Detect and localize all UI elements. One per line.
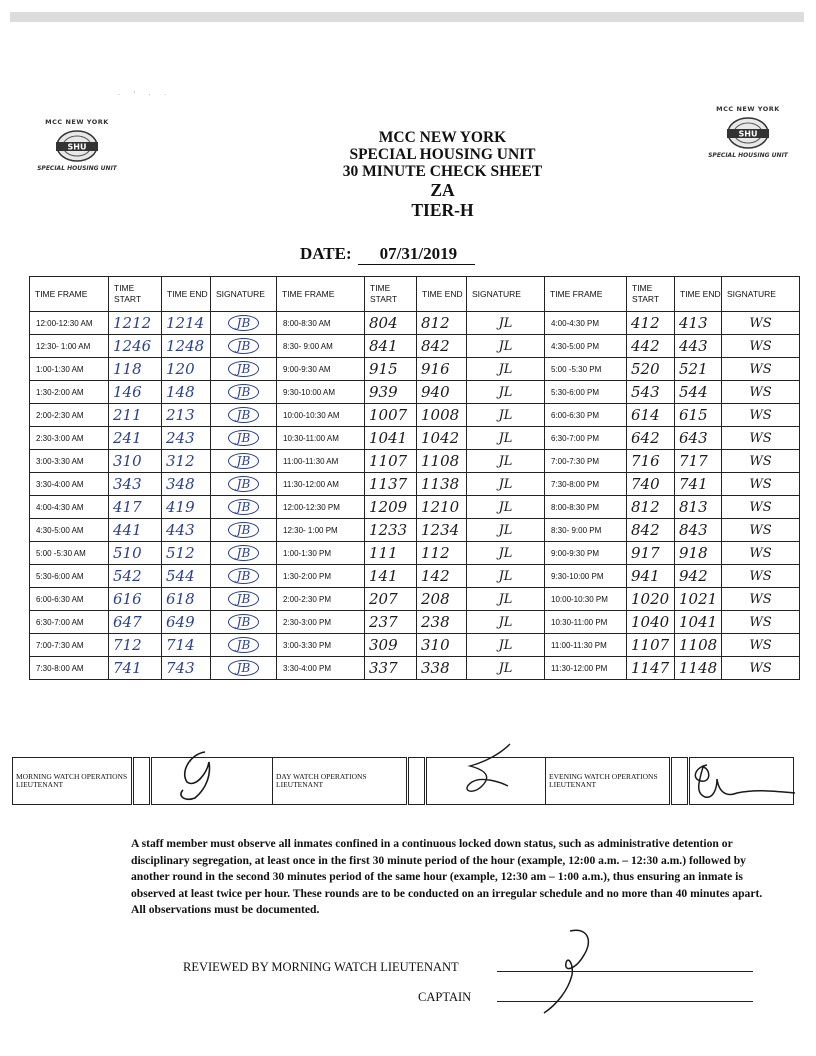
signature-cell: WS (722, 312, 800, 335)
header-signature: SIGNATURE (211, 277, 277, 312)
heading-subtitle-1: SPECIAL HOUSING UNIT (349, 146, 536, 163)
time-start-cell: 616 (109, 588, 162, 611)
signature-initials: JB (228, 338, 260, 354)
reviewer-signature-icon (530, 925, 610, 1015)
time-frame-cell: 11:00-11:30 AM (277, 450, 365, 473)
time-start-cell: 241 (109, 427, 162, 450)
lieutenant-signature-table (12, 757, 794, 805)
emblem-text: SHU (738, 129, 758, 139)
time-frame-cell: 7:00-7:30 PM (545, 450, 627, 473)
time-frame-cell: 3:30-4:00 PM (277, 657, 365, 680)
time-start-cell: 111 (365, 542, 417, 565)
time-end-cell: 1008 (417, 404, 467, 427)
time-frame-cell: 4:30-5:00 PM (545, 335, 627, 358)
signature-cell (211, 634, 277, 657)
table-row (30, 634, 800, 657)
captain-label: CAPTAIN (418, 990, 472, 1004)
signature-cell: WS (722, 473, 800, 496)
logo-bottom-text: SPECIAL HOUSING UNIT (37, 165, 117, 172)
time-start-cell: 442 (627, 335, 675, 358)
header-time-frame: TIME FRAME (545, 277, 627, 312)
signature-cell (211, 519, 277, 542)
signature-cell (211, 496, 277, 519)
table-row (30, 404, 800, 427)
time-end-cell: 916 (417, 358, 467, 381)
header-time-end: TIME END (162, 277, 211, 312)
heading-subtitle-2: 30 MINUTE CHECK SHEET (342, 163, 543, 180)
header-time-start: TIME START (109, 277, 162, 312)
sheet-heading (260, 129, 625, 220)
time-start-cell: 642 (627, 427, 675, 450)
time-end-cell: 310 (417, 634, 467, 657)
signature-initials: JB (228, 384, 260, 400)
time-start-cell: 207 (365, 588, 417, 611)
signature-cell: WS (722, 381, 800, 404)
time-start-cell: 842 (627, 519, 675, 542)
time-start-cell: 1209 (365, 496, 417, 519)
time-end-cell: 649 (162, 611, 211, 634)
signature-initials: JB (228, 637, 260, 653)
time-end-cell: 544 (162, 565, 211, 588)
signature-initials: JB (228, 315, 260, 331)
time-start-cell: 141 (365, 565, 417, 588)
time-end-cell: 942 (675, 565, 722, 588)
time-end-cell: 208 (417, 588, 467, 611)
signature-initials: JB (228, 407, 260, 423)
logo-top-text: MCC NEW YORK (716, 105, 780, 113)
time-start-cell: 337 (365, 657, 417, 680)
time-end-cell: 813 (675, 496, 722, 519)
signature-cell: JL (467, 335, 545, 358)
time-frame-cell: 12:30- 1:00 AM (30, 335, 109, 358)
time-end-cell: 213 (162, 404, 211, 427)
observation-policy-notice: A staff member must observe all inmates confined in a continuous locked down status, such as administrative detention or disciplinary segregation, at least once in the first 30 minute period of the hour (example, 12:00 a.m. – 12:30 a.m.) followed by another round in the second 30 minutes period of the same hour (example, 12:30 am – 1:00 a.m.), thus ensuring an inmate is observed at least twice per hour. These rounds are to be conducted on an irregular schedule and no more than 40 minutes apart. All observations must be documented. (131, 837, 763, 916)
signature-scribble-icon (677, 759, 807, 804)
time-end-cell: 1041 (675, 611, 722, 634)
time-start-cell: 1246 (109, 335, 162, 358)
time-end-cell: 142 (417, 565, 467, 588)
time-end-cell: 1214 (162, 312, 211, 335)
time-end-cell: 312 (162, 450, 211, 473)
time-end-cell: 1138 (417, 473, 467, 496)
signature-cell (211, 358, 277, 381)
time-end-cell: 112 (417, 542, 467, 565)
time-end-cell: 1042 (417, 427, 467, 450)
time-end-cell: 940 (417, 381, 467, 404)
signature-cell: JL (467, 519, 545, 542)
table-row (30, 450, 800, 473)
time-frame-cell: 3:30-4:00 AM (30, 473, 109, 496)
time-frame-cell: 4:30-5:00 AM (30, 519, 109, 542)
signature-cell: WS (722, 335, 800, 358)
shu-emblem-icon (724, 116, 772, 150)
header-signature: SIGNATURE (467, 277, 545, 312)
time-frame-cell: 5:30-6:00 AM (30, 565, 109, 588)
signature-cell: WS (722, 496, 800, 519)
time-end-cell: 615 (675, 404, 722, 427)
signature-cell (211, 404, 277, 427)
time-frame-cell: 4:00-4:30 PM (545, 312, 627, 335)
time-frame-cell: 10:30-11:00 AM (277, 427, 365, 450)
morning-lieutenant-label: MORNING WATCH OPERATIONS LIEUTENANT (13, 758, 133, 805)
time-start-cell: 1212 (109, 312, 162, 335)
time-end-cell: 812 (417, 312, 467, 335)
time-start-cell: 520 (627, 358, 675, 381)
time-frame-cell: 10:30-11:00 PM (545, 611, 627, 634)
signature-cell: JL (467, 588, 545, 611)
time-start-cell: 118 (109, 358, 162, 381)
signature-cell (211, 611, 277, 634)
time-end-cell: 243 (162, 427, 211, 450)
header-time-end: TIME END (675, 277, 722, 312)
time-start-cell: 939 (365, 381, 417, 404)
time-start-cell: 510 (109, 542, 162, 565)
signature-cell: JL (467, 542, 545, 565)
time-frame-cell: 5:00 -5:30 PM (545, 358, 627, 381)
time-start-cell: 417 (109, 496, 162, 519)
time-end-cell: 741 (675, 473, 722, 496)
time-frame-cell: 8:00-8:30 AM (277, 312, 365, 335)
table-row (30, 611, 800, 634)
signature-cell (211, 312, 277, 335)
signature-cell: WS (722, 404, 800, 427)
time-end-cell: 238 (417, 611, 467, 634)
time-start-cell: 441 (109, 519, 162, 542)
signature-cell: WS (722, 634, 800, 657)
time-start-cell: 1020 (627, 588, 675, 611)
table-row (30, 427, 800, 450)
signature-cell: JL (467, 450, 545, 473)
time-frame-cell: 10:00-10:30 PM (545, 588, 627, 611)
signature-cell: JL (467, 565, 545, 588)
time-end-cell: 443 (162, 519, 211, 542)
table-row (30, 542, 800, 565)
time-start-cell: 1107 (365, 450, 417, 473)
signature-cell: JL (467, 657, 545, 680)
signature-cell: WS (722, 657, 800, 680)
time-frame-cell: 8:30- 9:00 PM (545, 519, 627, 542)
emblem-text: SHU (67, 142, 87, 152)
signature-cell: JL (467, 381, 545, 404)
signature-cell (211, 473, 277, 496)
date-label: DATE: (300, 244, 352, 263)
time-frame-cell: 7:30-8:00 AM (30, 657, 109, 680)
table-row (30, 381, 800, 404)
time-start-cell: 543 (627, 381, 675, 404)
signature-initials: JB (228, 430, 260, 446)
time-frame-cell: 1:30-2:00 PM (277, 565, 365, 588)
logo-top-text: MCC NEW YORK (45, 118, 109, 126)
time-start-cell: 1107 (627, 634, 675, 657)
time-end-cell: 512 (162, 542, 211, 565)
table-row (30, 496, 800, 519)
time-start-cell: 647 (109, 611, 162, 634)
shu-logo-left (32, 118, 122, 172)
time-end-cell: 918 (675, 542, 722, 565)
time-frame-cell: 6:00-6:30 PM (545, 404, 627, 427)
time-end-cell: 1234 (417, 519, 467, 542)
time-frame-cell: 9:00-9:30 AM (277, 358, 365, 381)
time-frame-cell: 9:00-9:30 PM (545, 542, 627, 565)
signature-initials: JB (228, 545, 260, 561)
signature-cell: WS (722, 427, 800, 450)
time-frame-cell: 2:30-3:00 PM (277, 611, 365, 634)
signature-scribble-icon (430, 740, 545, 800)
time-end-cell: 618 (162, 588, 211, 611)
signature-cell (211, 335, 277, 358)
heading-unit: ZA (430, 180, 455, 200)
signature-cell (211, 427, 277, 450)
signature-cell (211, 657, 277, 680)
signature-cell (211, 588, 277, 611)
time-frame-cell: 4:00-4:30 AM (30, 496, 109, 519)
time-end-cell: 1108 (417, 450, 467, 473)
signature-cell: WS (722, 450, 800, 473)
signature-initials: JB (228, 361, 260, 377)
signature-initials: JB (228, 453, 260, 469)
time-start-cell: 804 (365, 312, 417, 335)
time-end-cell: 1248 (162, 335, 211, 358)
signature-cell (211, 542, 277, 565)
time-end-cell: 1148 (675, 657, 722, 680)
time-frame-cell: 11:30-12:00 AM (277, 473, 365, 496)
time-end-cell: 413 (675, 312, 722, 335)
time-end-cell: 643 (675, 427, 722, 450)
time-end-cell: 521 (675, 358, 722, 381)
day-divider (408, 758, 426, 805)
time-frame-cell: 3:00-3:30 PM (277, 634, 365, 657)
evening-lieutenant-signature (689, 758, 794, 805)
time-end-cell: 842 (417, 335, 467, 358)
time-frame-cell: 6:00-6:30 AM (30, 588, 109, 611)
signature-initials: JB (228, 476, 260, 492)
signature-initials: JB (228, 614, 260, 630)
time-end-cell: 1210 (417, 496, 467, 519)
morning-divider (133, 758, 151, 805)
signature-cell: WS (722, 611, 800, 634)
time-start-cell: 310 (109, 450, 162, 473)
evening-lieutenant-label: EVENING WATCH OPERATIONS LIEUTENANT (546, 758, 671, 805)
time-frame-cell: 8:30- 9:00 AM (277, 335, 365, 358)
time-end-cell: 1108 (675, 634, 722, 657)
signature-initials: JB (228, 591, 260, 607)
time-start-cell: 1137 (365, 473, 417, 496)
table-row (30, 565, 800, 588)
time-start-cell: 1040 (627, 611, 675, 634)
signature-cell: WS (722, 358, 800, 381)
signature-cell (211, 565, 277, 588)
shu-logo-right (703, 105, 793, 159)
table-row (30, 657, 800, 680)
signature-cell: JL (467, 312, 545, 335)
time-end-cell: 714 (162, 634, 211, 657)
signature-cell: JL (467, 496, 545, 519)
table-row (30, 312, 800, 335)
time-frame-cell: 1:30-2:00 AM (30, 381, 109, 404)
time-frame-cell: 1:00-1:30 AM (30, 358, 109, 381)
header-signature: SIGNATURE (722, 277, 800, 312)
scan-top-bar (10, 12, 804, 22)
time-frame-cell: 1:00-1:30 PM (277, 542, 365, 565)
time-frame-cell: 12:00-12:30 AM (30, 312, 109, 335)
time-start-cell: 343 (109, 473, 162, 496)
reviewed-by-label: REVIEWED BY MORNING WATCH LIEUTENANT (183, 960, 459, 974)
signature-cell: JL (467, 427, 545, 450)
signature-cell: JL (467, 634, 545, 657)
time-frame-cell: 8:00-8:30 PM (545, 496, 627, 519)
signature-cell: WS (722, 519, 800, 542)
time-frame-cell: 2:00-2:30 AM (30, 404, 109, 427)
time-end-cell: 743 (162, 657, 211, 680)
header-time-start: TIME START (365, 277, 417, 312)
signature-cell: JL (467, 404, 545, 427)
time-end-cell: 120 (162, 358, 211, 381)
time-start-cell: 309 (365, 634, 417, 657)
time-start-cell: 740 (627, 473, 675, 496)
header-time-end: TIME END (417, 277, 467, 312)
time-frame-cell: 9:30-10:00 AM (277, 381, 365, 404)
time-start-cell: 1041 (365, 427, 417, 450)
time-frame-cell: 10:00-10:30 AM (277, 404, 365, 427)
time-start-cell: 1147 (627, 657, 675, 680)
time-start-cell: 941 (627, 565, 675, 588)
date-value: 07/31/2019 (358, 244, 475, 265)
time-end-cell: 419 (162, 496, 211, 519)
time-end-cell: 843 (675, 519, 722, 542)
table-header-row (30, 277, 800, 312)
time-frame-cell: 12:00-12:30 PM (277, 496, 365, 519)
heading-tier: TIER-H (411, 200, 474, 220)
time-frame-cell: 11:30-12:00 PM (545, 657, 627, 680)
time-start-cell: 146 (109, 381, 162, 404)
signature-cell (211, 450, 277, 473)
time-frame-cell: 7:30-8:00 PM (545, 473, 627, 496)
time-frame-cell: 2:00-2:30 PM (277, 588, 365, 611)
time-start-cell: 211 (109, 404, 162, 427)
time-start-cell: 716 (627, 450, 675, 473)
time-end-cell: 544 (675, 381, 722, 404)
day-lieutenant-label: DAY WATCH OPERATIONS LIEUTENANT (273, 758, 408, 805)
time-frame-cell: 5:30-6:00 PM (545, 381, 627, 404)
check-log-table (29, 276, 800, 680)
header-time-start: TIME START (627, 277, 675, 312)
table-row (30, 519, 800, 542)
time-frame-cell: 12:30- 1:00 PM (277, 519, 365, 542)
time-start-cell: 841 (365, 335, 417, 358)
time-start-cell: 812 (627, 496, 675, 519)
signature-cell: JL (467, 611, 545, 634)
time-end-cell: 148 (162, 381, 211, 404)
scan-specks: · ' · · (118, 92, 173, 98)
table-row (30, 358, 800, 381)
time-start-cell: 237 (365, 611, 417, 634)
table-row (30, 473, 800, 496)
signature-cell (211, 381, 277, 404)
time-start-cell: 917 (627, 542, 675, 565)
signature-initials: JB (228, 522, 260, 538)
time-start-cell: 915 (365, 358, 417, 381)
time-end-cell: 348 (162, 473, 211, 496)
signature-cell: WS (722, 542, 800, 565)
time-start-cell: 741 (109, 657, 162, 680)
table-row (30, 588, 800, 611)
signature-initials: JB (228, 660, 260, 676)
time-frame-cell: 6:30-7:00 PM (545, 427, 627, 450)
time-start-cell: 542 (109, 565, 162, 588)
signature-initials: JB (228, 499, 260, 515)
header-time-frame: TIME FRAME (30, 277, 109, 312)
signature-scribble-icon (155, 744, 265, 804)
signature-cell: WS (722, 588, 800, 611)
time-frame-cell: 9:30-10:00 PM (545, 565, 627, 588)
time-frame-cell: 2:30-3:00 AM (30, 427, 109, 450)
signature-initials: JB (228, 568, 260, 584)
table-row (30, 335, 800, 358)
time-frame-cell: 6:30-7:00 AM (30, 611, 109, 634)
shu-emblem-icon (53, 129, 101, 163)
signature-cell: WS (722, 565, 800, 588)
header-time-frame: TIME FRAME (277, 277, 365, 312)
time-end-cell: 443 (675, 335, 722, 358)
time-start-cell: 1233 (365, 519, 417, 542)
date-row (300, 244, 475, 265)
time-frame-cell: 7:00-7:30 AM (30, 634, 109, 657)
signature-cell: JL (467, 473, 545, 496)
morning-lieutenant-signature (151, 758, 273, 805)
time-end-cell: 1021 (675, 588, 722, 611)
day-lieutenant-signature (426, 758, 546, 805)
time-end-cell: 717 (675, 450, 722, 473)
time-end-cell: 338 (417, 657, 467, 680)
time-frame-cell: 11:00-11:30 PM (545, 634, 627, 657)
time-frame-cell: 5:00 -5:30 AM (30, 542, 109, 565)
time-start-cell: 412 (627, 312, 675, 335)
logo-bottom-text: SPECIAL HOUSING UNIT (708, 152, 788, 159)
time-start-cell: 1007 (365, 404, 417, 427)
heading-title: MCC NEW YORK (378, 129, 507, 146)
time-start-cell: 712 (109, 634, 162, 657)
time-start-cell: 614 (627, 404, 675, 427)
signature-cell: JL (467, 358, 545, 381)
time-frame-cell: 3:00-3:30 AM (30, 450, 109, 473)
